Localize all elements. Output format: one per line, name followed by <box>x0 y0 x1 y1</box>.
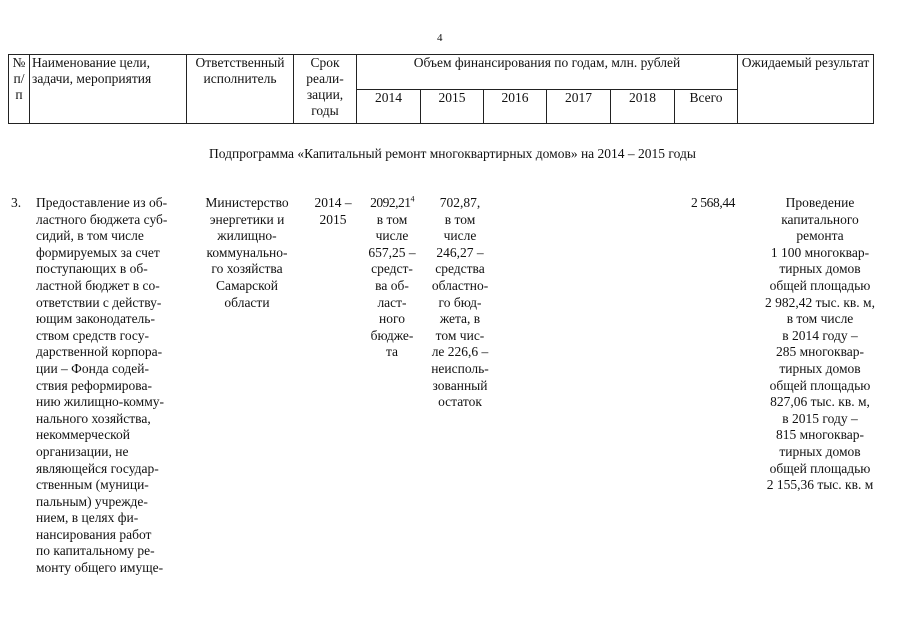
header-term: Срок реали-зации, годы <box>294 55 357 124</box>
header-total: Всего <box>675 89 738 124</box>
header-result: Ожидаемый результат <box>738 55 874 124</box>
row-2014: 2092,21$^4$ в том числе 657,25 – средст- ва об- ласт- ного бюдже- та <box>368 194 416 360</box>
header-year-2017: 2017 <box>547 89 611 124</box>
row-total: 2 568,44 <box>690 195 736 210</box>
header-financing: Объем финансирования по годам, млн. рублей <box>357 55 738 90</box>
subprogram-title: Подпрограмма «Капитальный ремонт многоквартирных домов» на 2014 – 2015 годы <box>209 146 696 161</box>
row-number: 3. <box>11 195 22 210</box>
row-name: Предоставление из об- ластного бюджета суб- сидий, в том числе формируемых за счет поступающих в об- ластной бюджет в со- ответствии с действу- ющим законодатель- ством средств госу- дарственной корпора- ции – Фонда содей- ствия реформирова- нию жилищно-комму- нального хозяйства, некоммерческой организации, не являющейся государ- ственным (муници- пальным) учрежде- нием, в целях фи- нансирования работ по капитальному ре- монту общего имуще- <box>36 195 168 576</box>
row-term: 2014 – 2015 <box>314 195 352 227</box>
row-executor: Министерство энергетики и жилищно- коммунально- го хозяйства Самарской области <box>205 195 289 310</box>
row-2015: 702,87, в том числе 246,27 – средства областно- го бюд- жета, в том чис- ле 226,6 – неисполь- зованный остаток <box>431 195 489 410</box>
header-year-2018: 2018 <box>611 89 675 124</box>
table-header <box>8 54 874 124</box>
value-2014: 2092,21 <box>370 195 411 210</box>
header-year-2016: 2016 <box>484 89 547 124</box>
footnote-mark: 4 <box>410 194 414 204</box>
row-result: Проведение капитального ремонта 1 100 многоквар- тирных домов общей площадью 2 982,42 тыс. кв. м, в том числе в 2014 году – 285 многоквар- тирных домов общей площадью 827,06 тыс. кв. м, в 2015 году – 815 многоквар- тирных домов общей площадью 2 155,36 тыс. кв. м <box>765 195 875 493</box>
page-number: 4 <box>437 32 443 44</box>
header-executor: Ответственный исполнитель <box>187 55 294 124</box>
header-num: № п/п <box>9 55 30 124</box>
header-year-2014: 2014 <box>357 89 421 124</box>
header-name: Наименование цели, задачи, мероприятия <box>30 55 187 124</box>
header-year-2015: 2015 <box>421 89 484 124</box>
